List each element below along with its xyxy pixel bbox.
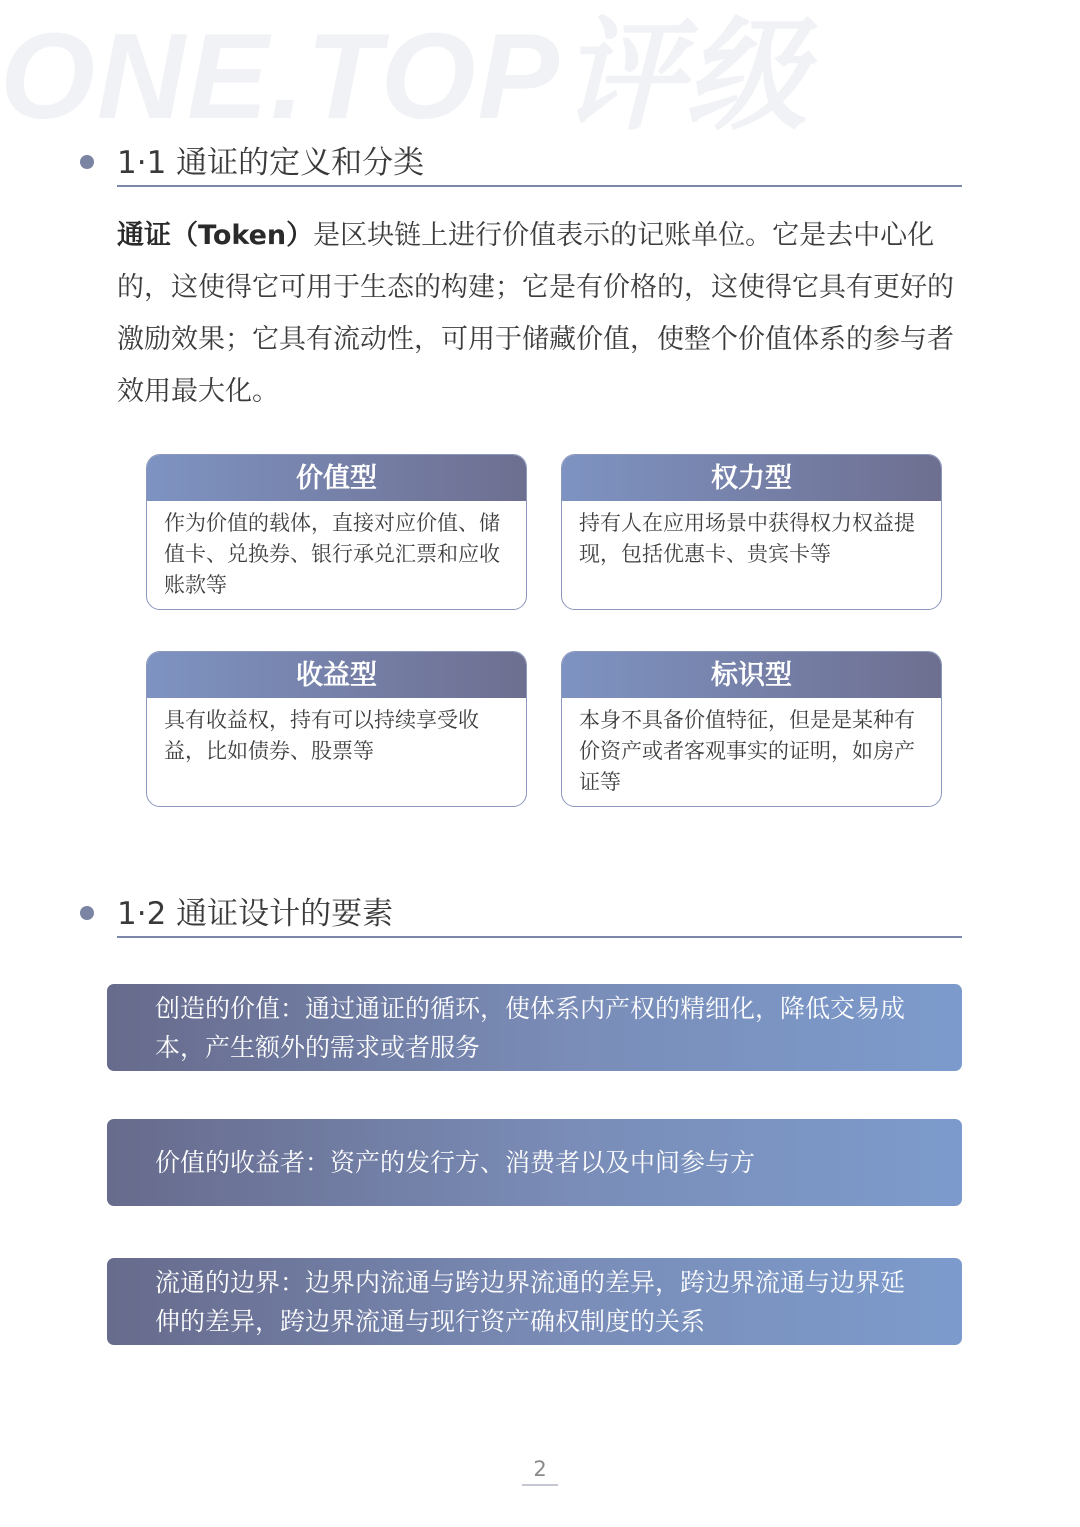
token-type-card	[146, 651, 527, 807]
intro-text: 是区块链上进行价值表示的记账单位。它是去中心化的，这使得它可用于生态的构建；它是有价格的，这使得它具有更好的激励效果；它具有流动性，可用于储藏价值，使整个价值体系的参与者效用最大化。	[117, 220, 954, 407]
token-type-card	[146, 454, 527, 610]
token-type-card	[561, 651, 942, 807]
section-heading-1	[80, 137, 962, 187]
design-element-bar	[107, 1119, 962, 1206]
card-description: 具有收益权，持有可以持续享受收益，比如债券、股票等	[164, 708, 479, 763]
section-divider	[117, 936, 962, 938]
card-title: 价值型	[147, 455, 526, 501]
card-description: 本身不具备价值特征，但是是某种有价资产或者客观事实的证明，如房产证等	[579, 708, 915, 794]
intro-paragraph	[117, 210, 967, 418]
watermark-logo-text: ONE.TOP评级	[0, 8, 809, 144]
design-element-text: 创造的价值：通过通证的循环，使体系内产权的精细化，降低交易成本，产生额外的需求或者服务	[155, 993, 906, 1062]
card-title: 标识型	[562, 652, 941, 698]
section-title: 1·1 通证的定义和分类	[117, 145, 425, 181]
intro-term: 通证（Token）	[117, 220, 314, 251]
card-title: 权力型	[562, 455, 941, 501]
design-element-bar	[107, 984, 962, 1071]
section-divider	[117, 185, 962, 187]
design-element-bar	[107, 1258, 962, 1345]
design-element-text: 价值的收益者：资产的发行方、消费者以及中间参与方	[155, 1148, 756, 1177]
page-number-underline	[522, 1484, 558, 1486]
card-description: 作为价值的载体，直接对应价值、储值卡、兑换券、银行承兑汇票和应收账款等	[164, 511, 500, 597]
section-heading-2	[80, 888, 962, 938]
bullet-dot-icon	[80, 906, 94, 920]
card-title: 收益型	[147, 652, 526, 698]
card-description: 持有人在应用场景中获得权力权益提现，包括优惠卡、贵宾卡等	[579, 511, 915, 566]
bullet-dot-icon	[80, 155, 94, 169]
section-title: 1·2 通证设计的要素	[117, 896, 394, 932]
token-type-card	[561, 454, 942, 610]
design-element-text: 流通的边界：边界内流通与跨边界流通的差异，跨边界流通与边界延伸的差异，跨边界流通与现行资产确权制度的关系	[155, 1267, 906, 1336]
page-number: 2	[533, 1457, 547, 1481]
